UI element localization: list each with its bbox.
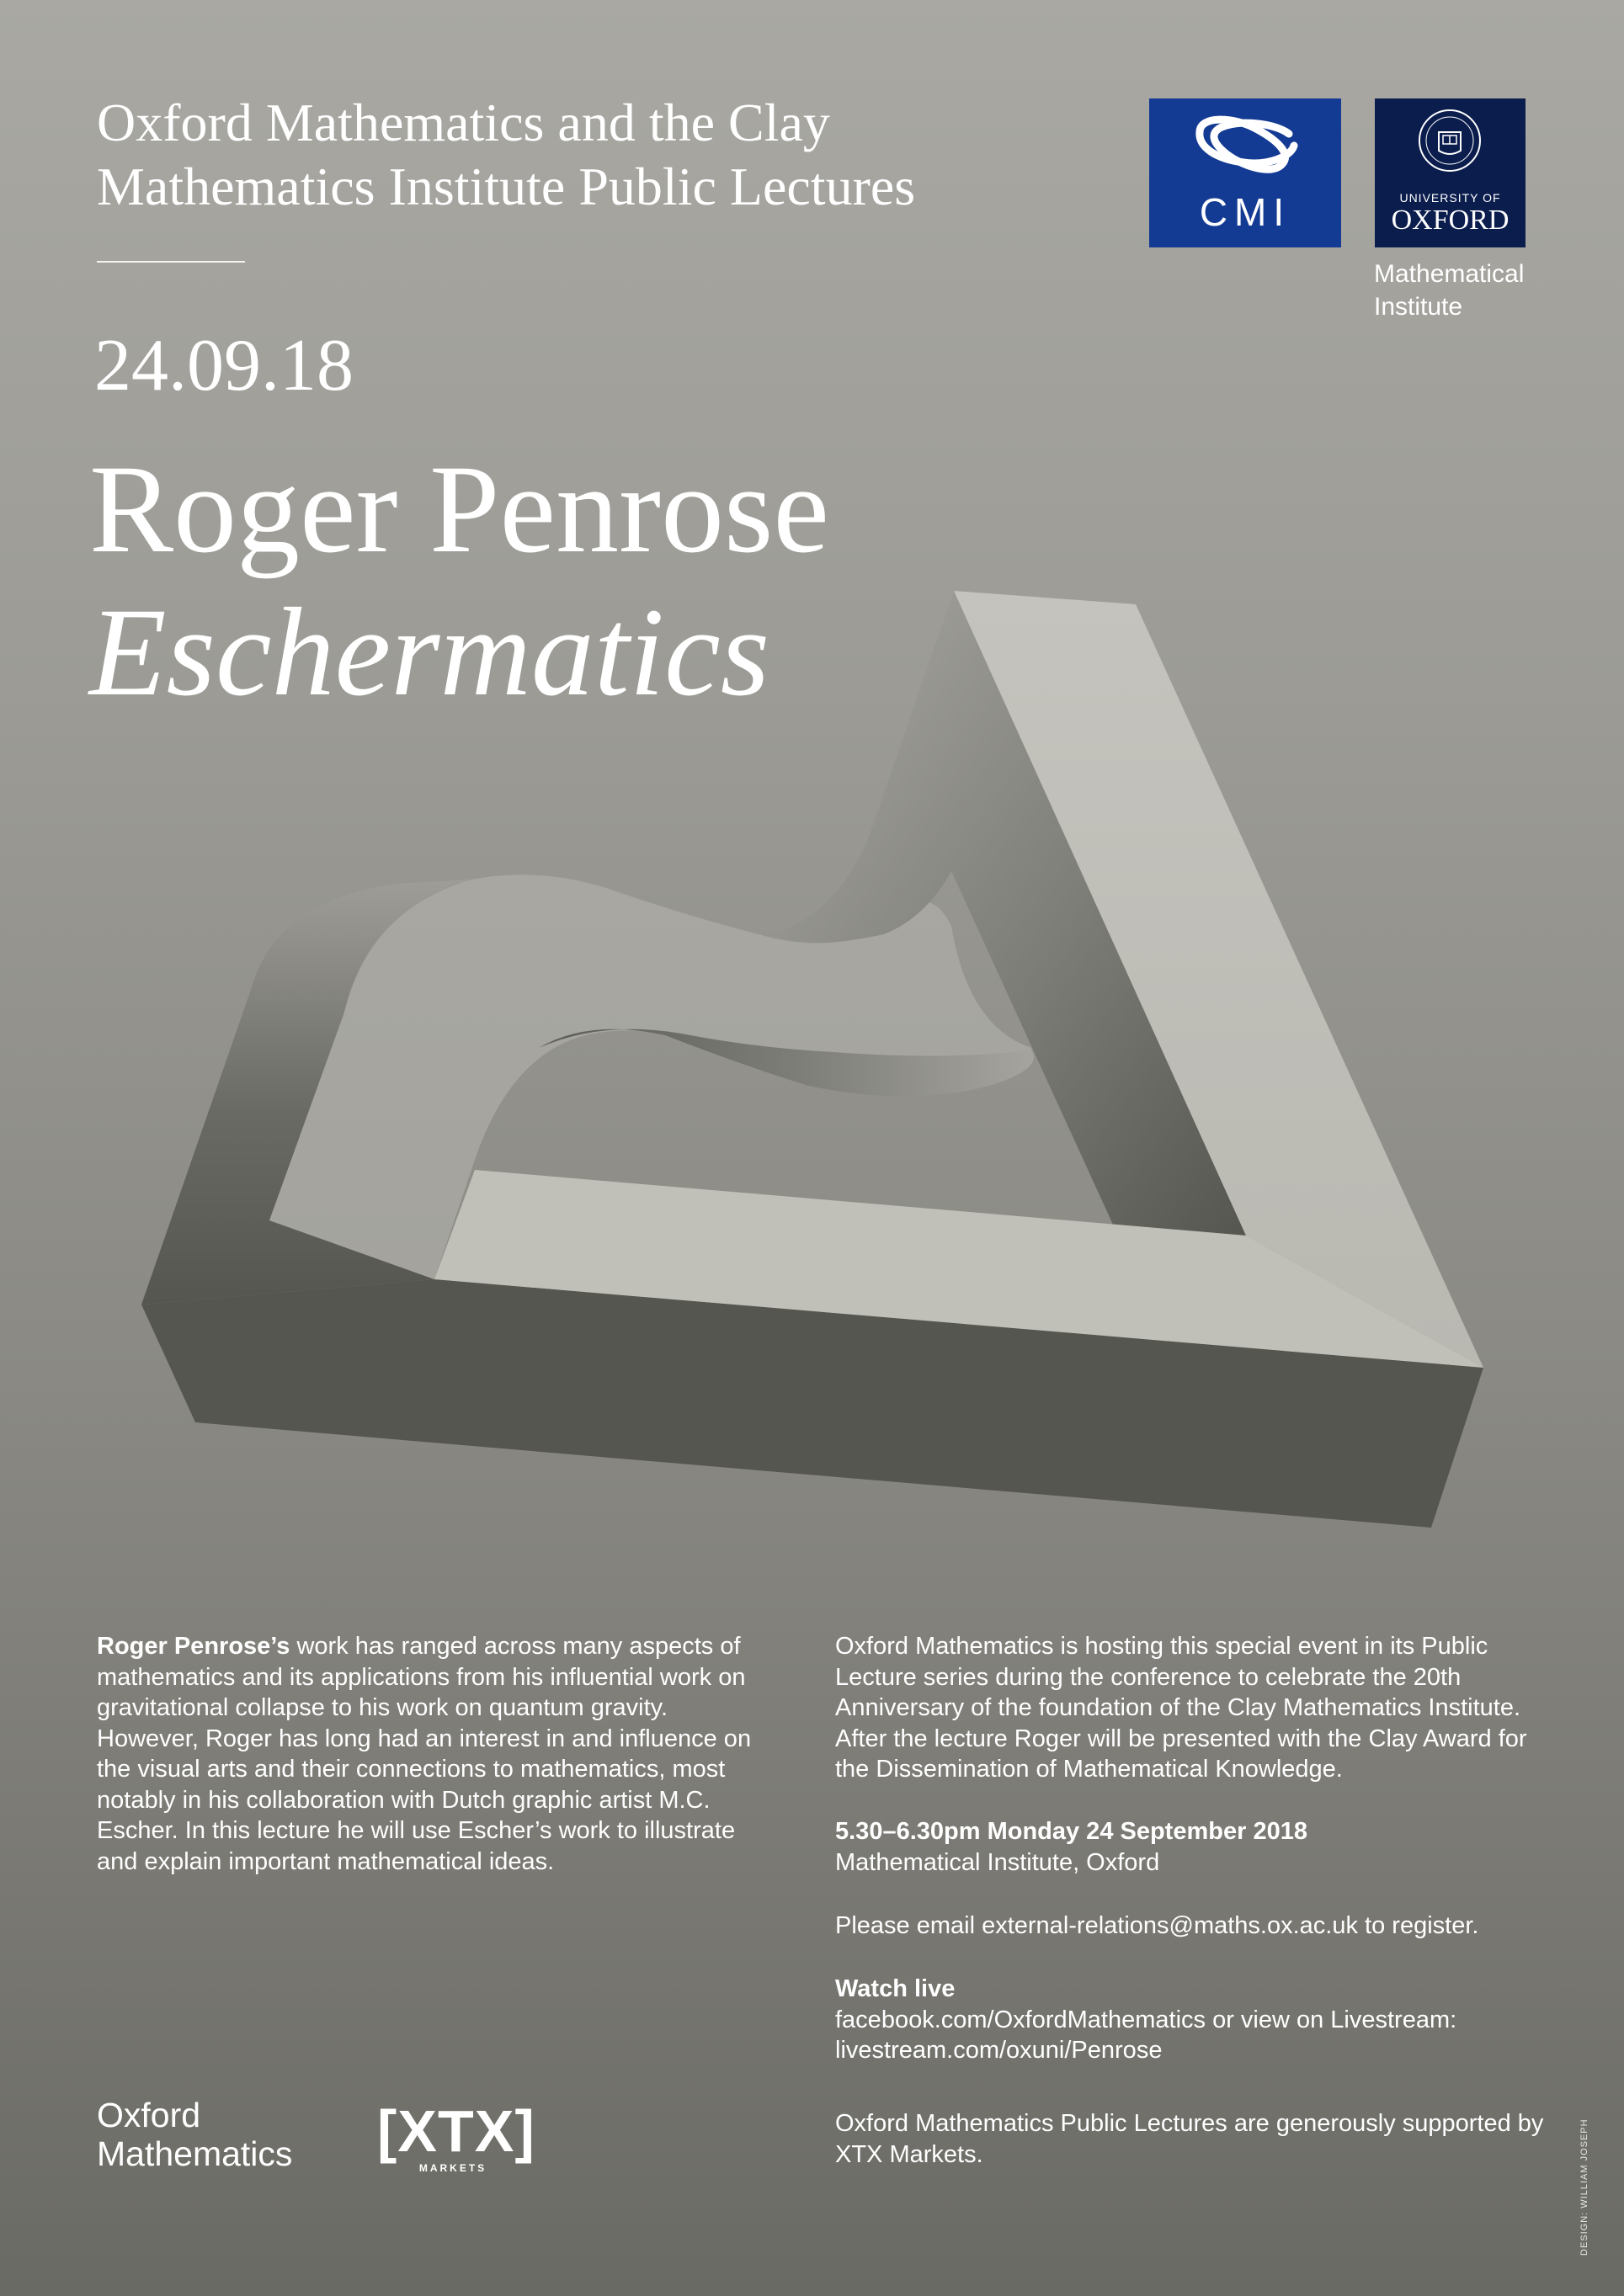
- speaker-bio: [97, 1631, 770, 1877]
- knot-icon: [1149, 98, 1341, 191]
- sponsor-note: Oxford Mathematics Public Lectures are generously supported by XTX Markets.: [835, 2110, 1544, 2168]
- event-description: Oxford Mathematics is hosting this special event in its Public Lecture series during the conference to celebrate the 20th Anniversary of the foundation of the Clay Mathematics Institute. After the lecture Roger will be presented with the Clay Award for the Dissemination of Mathematical Knowledge.: [835, 1633, 1527, 1783]
- oxford-mathematics-logo: [97, 2096, 292, 2173]
- mathematical-institute-label: [1374, 258, 1559, 323]
- lecture-title: Eschermatics: [89, 582, 770, 722]
- oxford-crest-icon: [1375, 98, 1525, 183]
- livestream-link[interactable]: livestream.com/oxuni/Penrose: [835, 2037, 1163, 2064]
- cmi-logo: [1149, 98, 1341, 247]
- event-time-venue: [835, 1816, 1551, 1878]
- om-logo-line-2: Mathematics: [97, 2134, 293, 2173]
- design-credit: DESIGN: WILLIAM JOSEPH: [1579, 2118, 1589, 2256]
- impossible-shape-illustration: [0, 572, 1624, 1549]
- oxford-wordmark: OXFORD: [1391, 205, 1510, 236]
- bio-text: work has ranged across many aspects of mathematics and its applications from his influential work on gravitational collapse to his work on quantum gravity. However, Roger has long had an interest in and influence on the visual arts and their connections to mathematics, most notably in his collaboration with Dutch graphic artist M.C. Escher. In this lecture he will use Escher’s work to illustrate and explain important mathematical ideas.: [97, 1633, 752, 1875]
- math-inst-line-1: Mathematical: [1374, 260, 1525, 288]
- lecture-date: 24.09.18: [94, 325, 354, 407]
- bio-speaker-name: Roger Penrose’s: [97, 1633, 290, 1660]
- event-time: 5.30–6.30pm Monday 24 September 2018: [835, 1818, 1307, 1845]
- xtx-wordmark: [XTX]: [377, 2098, 535, 2164]
- series-title-line-2: Mathematics Institute Public Lectures: [97, 157, 916, 216]
- cmi-wordmark: CMI: [1199, 190, 1291, 234]
- event-venue: Mathematical Institute, Oxford: [835, 1848, 1160, 1876]
- xtx-markets-label: MARKETS: [418, 2162, 487, 2174]
- title-divider: [97, 261, 245, 263]
- math-inst-line-2: Institute: [1374, 293, 1463, 321]
- oxford-university-logo: [1375, 98, 1525, 247]
- oxford-university-of: UNIVERSITY OF: [1399, 191, 1501, 205]
- speaker-name: Roger Penrose: [89, 439, 829, 579]
- watch-live-block: [835, 1974, 1551, 2066]
- lecture-series-title: [97, 91, 1023, 219]
- watch-live-heading: Watch live: [835, 1975, 956, 2002]
- facebook-link[interactable]: facebook.com/OxfordMathematics or view on Livestream:: [835, 2006, 1457, 2033]
- xtx-markets-logo: [377, 2097, 535, 2178]
- om-logo-line-1: Oxford: [97, 2096, 201, 2134]
- series-title-line-1: Oxford Mathematics and the Clay: [97, 93, 830, 152]
- register-instructions: Please email external-relations@maths.ox.ac.uk to register.: [835, 1912, 1479, 1939]
